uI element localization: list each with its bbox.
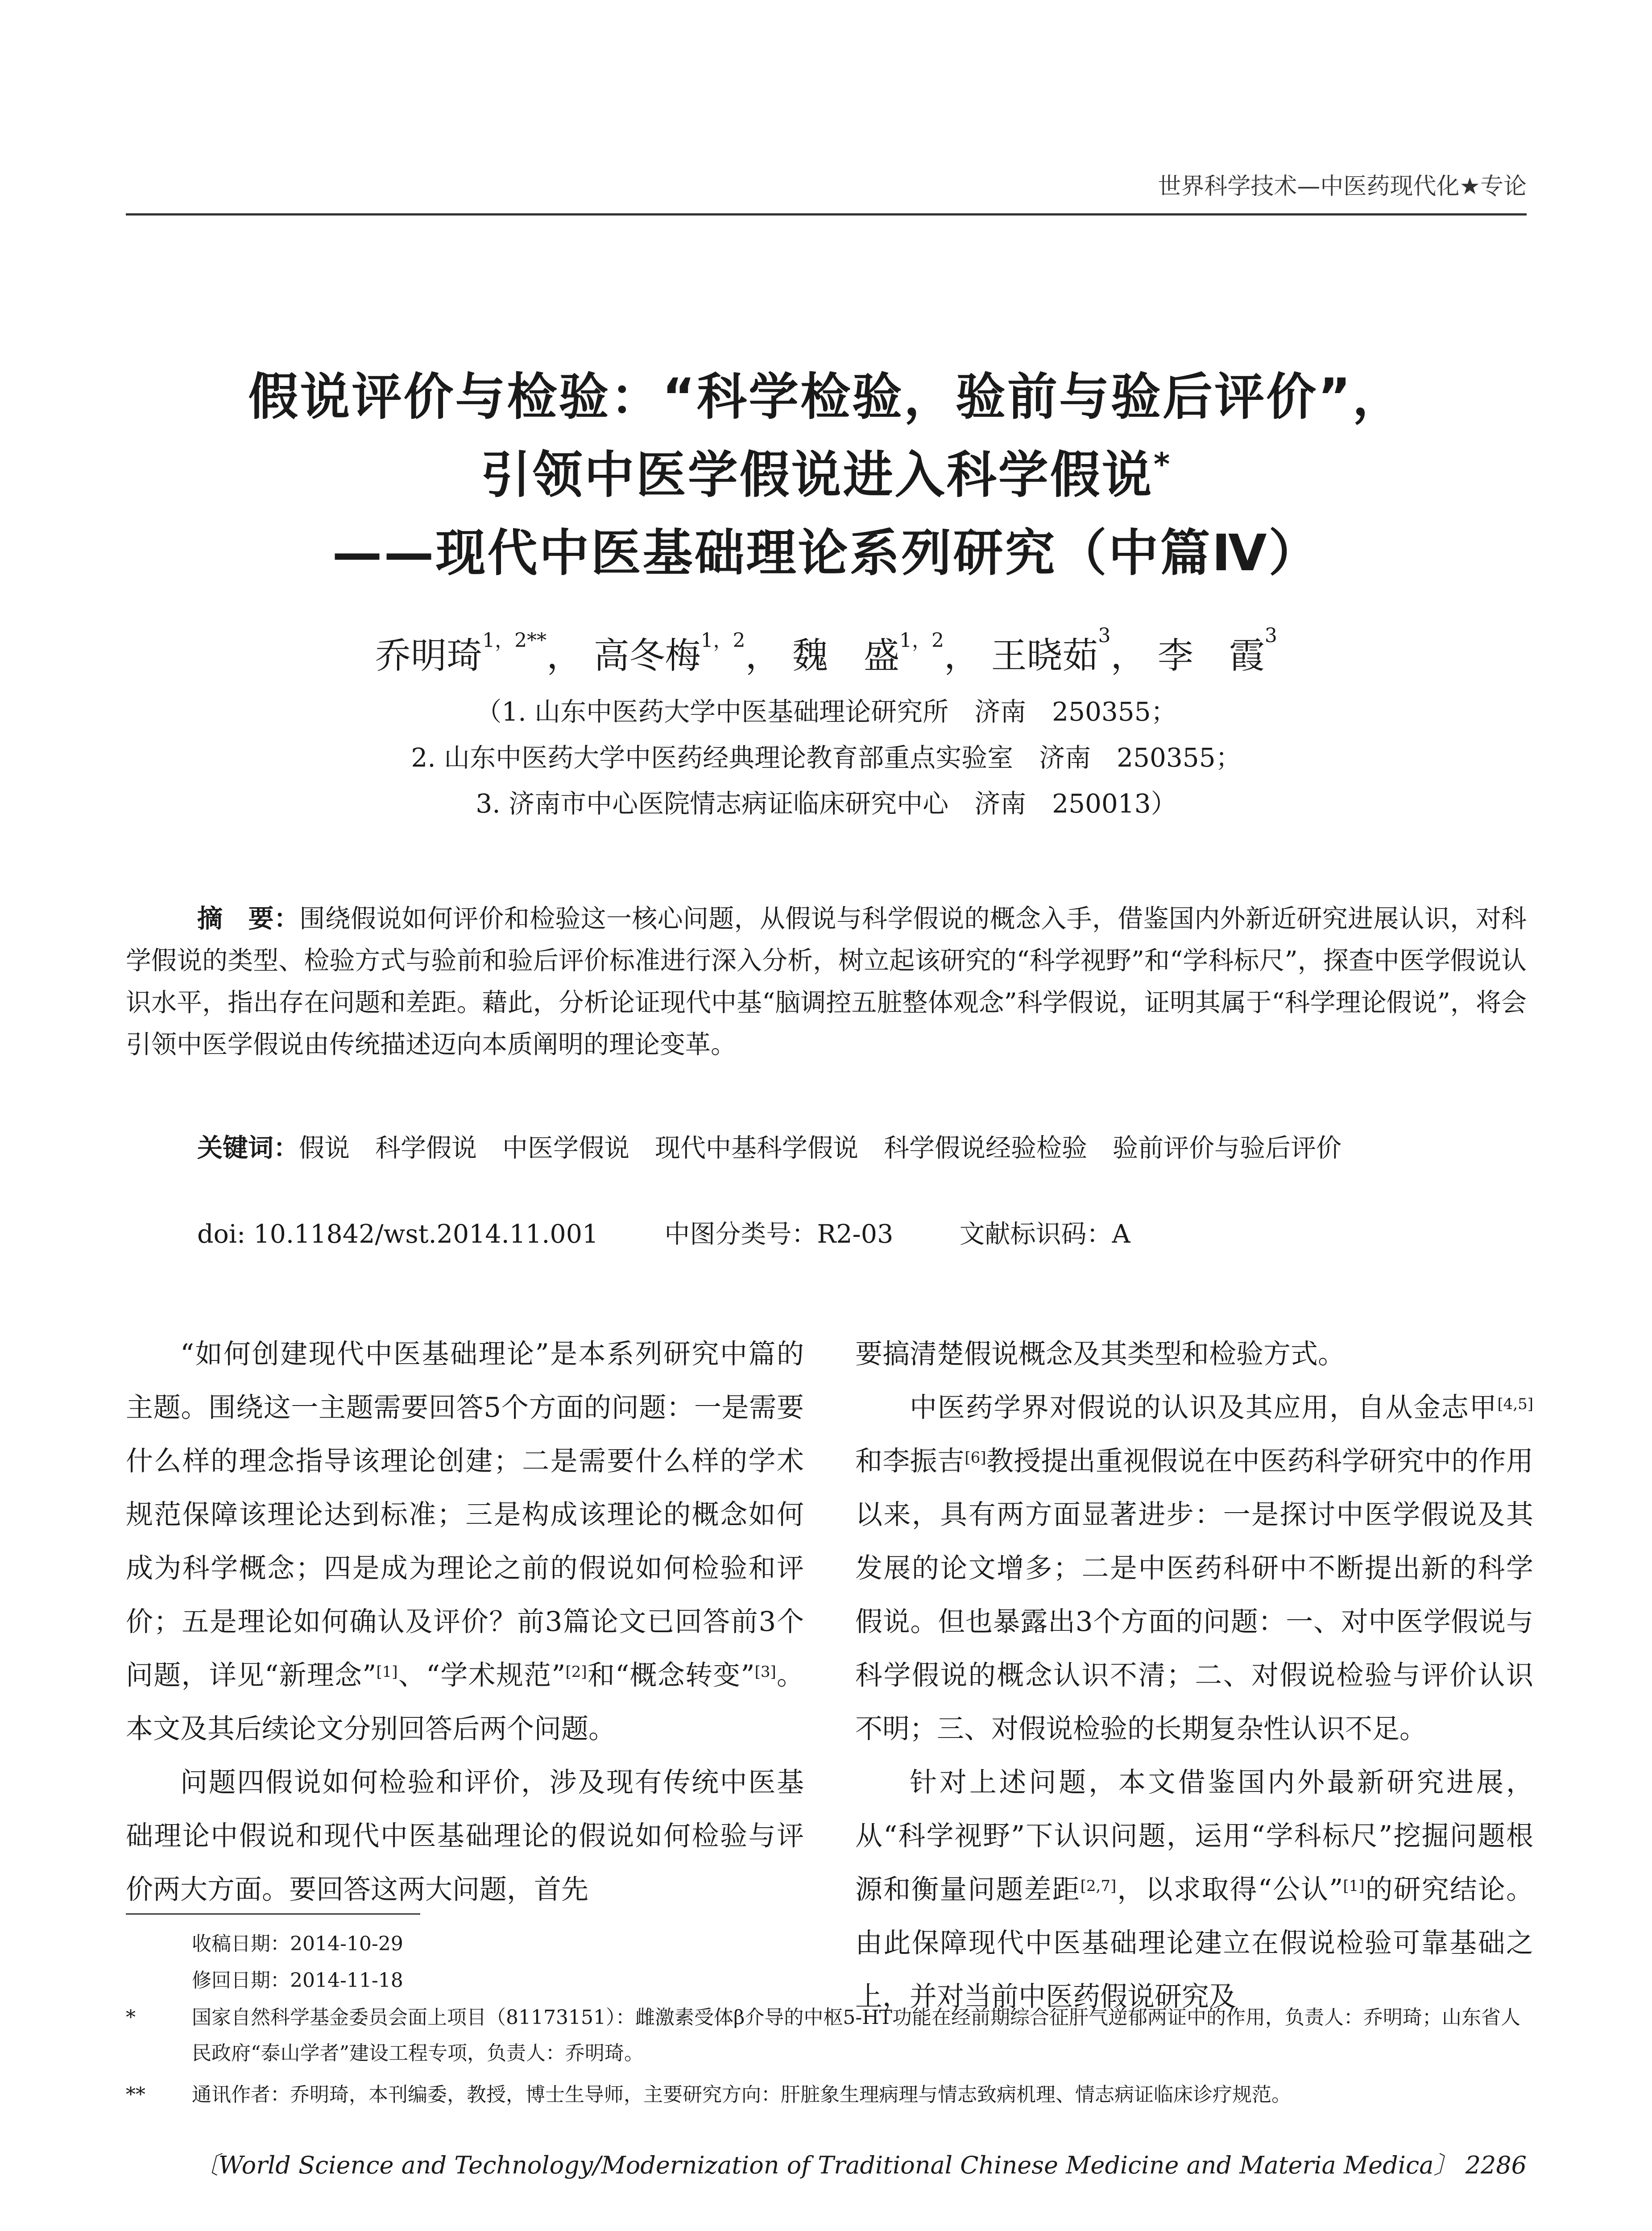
body-text: 教授提出重视假说在中医药科学研究中的作用以来，具有两方面显著进步：一是探讨中医学假说及其发展的论文增多；二是中医药科研中不断提出新的科学假说。但也暴露出3个方面的问题：一、对中医学假说与科学假说的概念认识不清；二、对假说检验与评价认识不明；三、对假说检验的长期复杂性认识不足。 [855, 1445, 1533, 1745]
funding-footnote [126, 2000, 1527, 2071]
keywords [126, 1127, 1527, 1169]
body-text: 、“学术规范” [397, 1659, 566, 1691]
body-text: 。本文及其后续论文分别回答后两个问题。 [126, 1659, 804, 1745]
document-code: 文献标识码：A [959, 1219, 1130, 1249]
author-affil-mark: 1，2 [899, 629, 944, 652]
body-text: “如何创建现代中医基础理论”是本系列研究中篇的主题。围绕这一主题需要回答5个方面的问题：一是需要什么样的理念指导该理论创建；二是需要什么样的学术规范保障该理论达到标准；三是构成该理论的概念如何成为科学概念；四是成为理论之前的假说如何检验和评价；五是理论如何确认及评价？前3篇论文已回答前3个问题，详见“新理念” [126, 1338, 804, 1691]
author-affil-mark: 3 [1098, 624, 1111, 647]
citation: [1] [1343, 1877, 1365, 1895]
body-column-left [126, 1327, 804, 1916]
author-name: 高冬梅 [593, 635, 701, 676]
abstract-text: 围绕假说如何评价和检验这一核心问题，从假说与科学假说的概念入手，借鉴国内外新近研究进展认识，对科学假说的类型、检验方式与验前和验后评价标准进行深入分析，树立起该研究的“科学视野”和“学科标尺”，探查中医学假说认识水平，指出存在问题和差距。藉此，分析论证现代中基“脑调控五脏整体观念”科学假说，证明其属于“科学理论假说”，将会引领中医学假说由传统描述迈向本质阐明的理论变革。 [126, 904, 1527, 1059]
citation: [3] [754, 1663, 776, 1681]
header-rule [126, 213, 1527, 216]
body-paragraph: 要搞清楚假说概念及其类型和检验方式。 [855, 1338, 1346, 1370]
revised-date: 修回日期：2014-11-18 [192, 1969, 403, 1992]
citation: [2,7] [1080, 1877, 1117, 1895]
author-affil-mark: 1，2 [700, 629, 745, 652]
author-name: 魏 盛 [792, 635, 899, 676]
title-footnote-mark: * [1153, 446, 1172, 483]
body-text: 中医药学界对假说的认识及其应用，自从金志甲 [910, 1392, 1498, 1423]
running-header: 世界科学技术—中医药现代化★专论 [1158, 173, 1527, 200]
body-text: 的研究结论。由此保障现代中医基础理论建立在假说检验可靠基础之上，并对当前中医药假说研究及 [855, 1874, 1533, 2012]
funding-footnote-text: 国家自然科学基金委员会面上项目（81173151）：雌激素受体β介导的中枢5-HT功能在经前期综合征肝气逆郁两证中的作用，负责人：乔明琦；山东省人民政府“泰山学者”建设工程专项，负责人：乔明琦。 [192, 2006, 1520, 2065]
citation: [6] [965, 1449, 986, 1467]
body-text: 和李振吉 [855, 1445, 965, 1477]
abstract-label: 摘 要： [197, 904, 300, 933]
author-name: 乔明琦 [375, 635, 483, 676]
body-paragraph [855, 1381, 1533, 1756]
body-text: ，以求取得“公认” [1116, 1874, 1343, 1905]
article-meta [197, 1214, 1188, 1250]
author-list: 乔明琦$^{1,2**}$， 高冬梅$^{1,2}$， 魏 盛$^{1,2}$， 王晓茹$^3$， 李 霞$^3$ [375, 624, 1277, 676]
keywords-text: 假说 科学假说 中医学假说 现代中基科学假说 科学假说经验检验 验前评价与验后评价 [299, 1133, 1341, 1163]
page-number: 2286 [1465, 2151, 1527, 2179]
body-paragraph [126, 1327, 804, 1756]
affiliation-3: 3. 济南市中心医院情志病证临床研究中心 济南 250013） [476, 788, 1177, 819]
body-text: 和“概念转变” [587, 1659, 755, 1691]
author-affil-mark: 3 [1264, 624, 1277, 647]
body-column-right [855, 1327, 1533, 2024]
clc-number: 中图分类号：R2-03 [664, 1219, 894, 1249]
citation: [2] [565, 1663, 587, 1681]
funding-footnote-mark: * [126, 2006, 136, 2029]
title-line-3: ——现代中医基础理论系列研究（中篇Ⅳ） [332, 524, 1321, 582]
received-date: 收稿日期：2014-10-29 [192, 1932, 403, 1955]
citation: [1] [376, 1663, 398, 1681]
doi: doi: 10.11842/wst.2014.11.001 [197, 1219, 599, 1249]
correspondence-footnote-text: 通讯作者：乔明琦，本刊编委，教授，博士生导师，主要研究方向：肝脏象生理病理与情志致病机理、情志病证临床诊疗规范。 [192, 2083, 1291, 2106]
body-text: 针对上述问题，本文借鉴国内外最新研究进展，从“科学视野”下认识问题，运用“学科标尺”挖掘问题根源和衡量问题差距 [855, 1767, 1533, 1905]
keywords-label: 关键词： [197, 1133, 299, 1163]
author-affil-mark: 1，2** [482, 629, 547, 652]
author-name: 李 霞 [1157, 635, 1265, 676]
correspondence-footnote [126, 2077, 1527, 2113]
correspondence-footnote-mark: ** [126, 2083, 145, 2106]
citation: [4,5] [1497, 1395, 1533, 1413]
affiliation-2: 2. 山东中医药大学中医药经典理论教育部重点实验室 济南 250355； [411, 742, 1242, 773]
body-paragraph [855, 1756, 1533, 2024]
title-line-1: 假说评价与检验：“科学检验，验前与验后评价”， [248, 368, 1404, 426]
abstract [126, 898, 1527, 1066]
footnote-rule [126, 1913, 420, 1915]
affiliation-1: （1. 山东中医药大学中医基础理论研究所 济南 250355； [476, 697, 1177, 727]
author-name: 王晓茹 [991, 635, 1098, 676]
body-paragraph: 问题四假说如何检验和评价，涉及现有传统中医基础理论中假说和现代中医基础理论的假说如何检验与评价两大方面。要回答这两大问题，首先 [126, 1767, 804, 1905]
title-line-2 [126, 435, 1527, 507]
journal-name: 〔World Science and Technology/Modernization of Traditional Chinese Medicine and Materia Medica〕 [194, 2151, 1458, 2179]
journal-footer [126, 2146, 1527, 2181]
title-line-2-text: 引领中医学假说进入科学假说 [480, 446, 1154, 504]
